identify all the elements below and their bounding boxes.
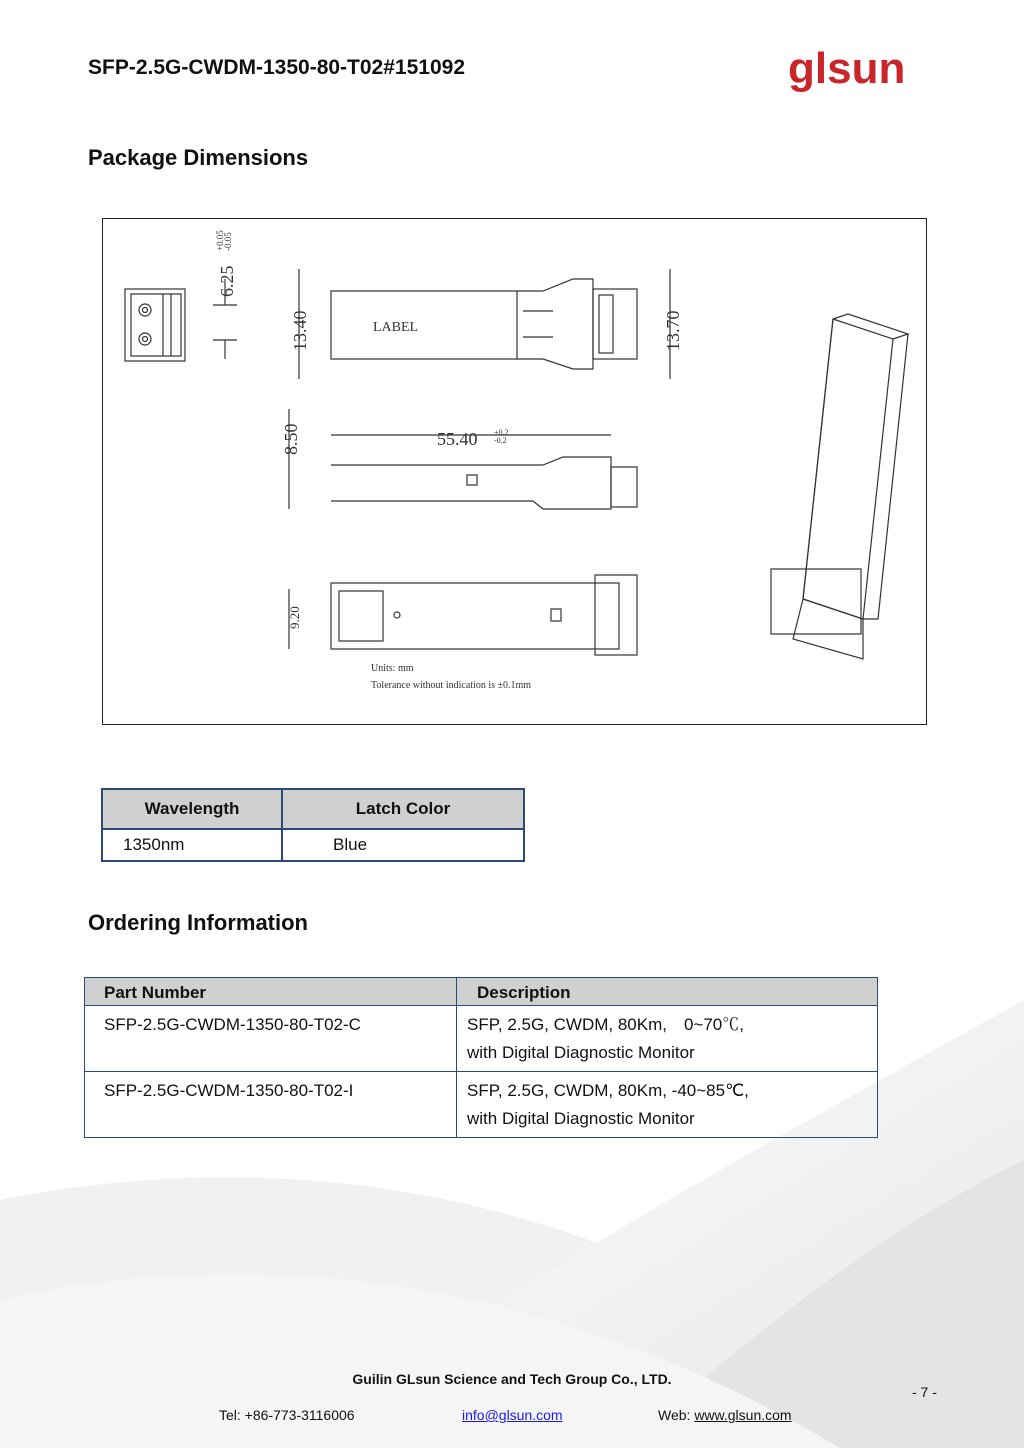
ordering-table — [84, 977, 878, 1138]
svg-text:-0.05: -0.05 — [223, 232, 233, 251]
latch-color-header: Latch Color — [282, 789, 524, 829]
table-row — [85, 1006, 878, 1072]
dim-13-70: 13.70 — [663, 310, 683, 351]
dim-8-50: 8.50 — [281, 423, 301, 455]
footer-email-link[interactable]: info@glsun.com — [462, 1407, 563, 1423]
description-cell: SFP, 2.5G, CWDM, 80Km, -40~85℃, with Digital Diagnostic Monitor — [457, 1072, 878, 1138]
units-note: Units: mm — [371, 663, 414, 674]
dim-55-40: 55.40 — [437, 429, 478, 449]
wavelength-value: 1350nm — [102, 829, 282, 861]
table-row — [85, 1072, 878, 1138]
isometric-view — [771, 314, 908, 659]
svg-text:glsun: glsun — [788, 48, 906, 93]
package-drawing — [102, 218, 927, 725]
package-dimensions-heading: Package Dimensions — [88, 145, 309, 170]
label-text: LABEL — [373, 320, 419, 335]
svg-text:-0.2: -0.2 — [494, 436, 507, 445]
svg-text:+0.2: +0.2 — [494, 428, 509, 437]
latch-color-table — [101, 788, 525, 862]
ordering-information-heading: Ordering Information — [88, 910, 308, 935]
dim-6-25: 6.25 — [217, 265, 237, 297]
latch-color-value: Blue — [282, 829, 524, 861]
footer-telephone: Tel: +86-773-3116006 — [219, 1407, 355, 1423]
dim-13-40: 13.40 — [290, 310, 310, 351]
footer-web: Web: www.glsun.com — [658, 1407, 792, 1423]
wavelength-header: Wavelength — [102, 789, 282, 829]
bottom-view — [287, 575, 637, 691]
part-number-cell: SFP-2.5G-CWDM-1350-80-T02-I — [85, 1072, 457, 1138]
document-title: SFP-2.5G-CWDM-1350-80-T02#151092 — [88, 56, 465, 79]
svg-text:+0.05: +0.05 — [215, 230, 225, 251]
page-number: - 7 - — [912, 1384, 937, 1400]
front-view — [125, 230, 237, 361]
glsun-logo — [786, 48, 916, 103]
part-number-header: Part Number — [85, 978, 457, 1006]
footer-web-link[interactable]: www.glsun.com — [694, 1407, 792, 1423]
description-cell: SFP, 2.5G, CWDM, 80Km, 0~70℃, with Digital Diagnostic Monitor — [457, 1006, 878, 1072]
footer-company: Guilin GLsun Science and Tech Group Co., LTD. — [352, 1371, 672, 1387]
tolerance-note: Tolerance without indication is ±0.1mm — [371, 680, 532, 691]
side-view-top — [290, 269, 683, 379]
part-number-cell: SFP-2.5G-CWDM-1350-80-T02-C — [85, 1006, 457, 1072]
description-header: Description — [457, 978, 878, 1006]
dim-9-20: 9.20 — [287, 606, 302, 629]
side-view-middle — [281, 409, 637, 509]
